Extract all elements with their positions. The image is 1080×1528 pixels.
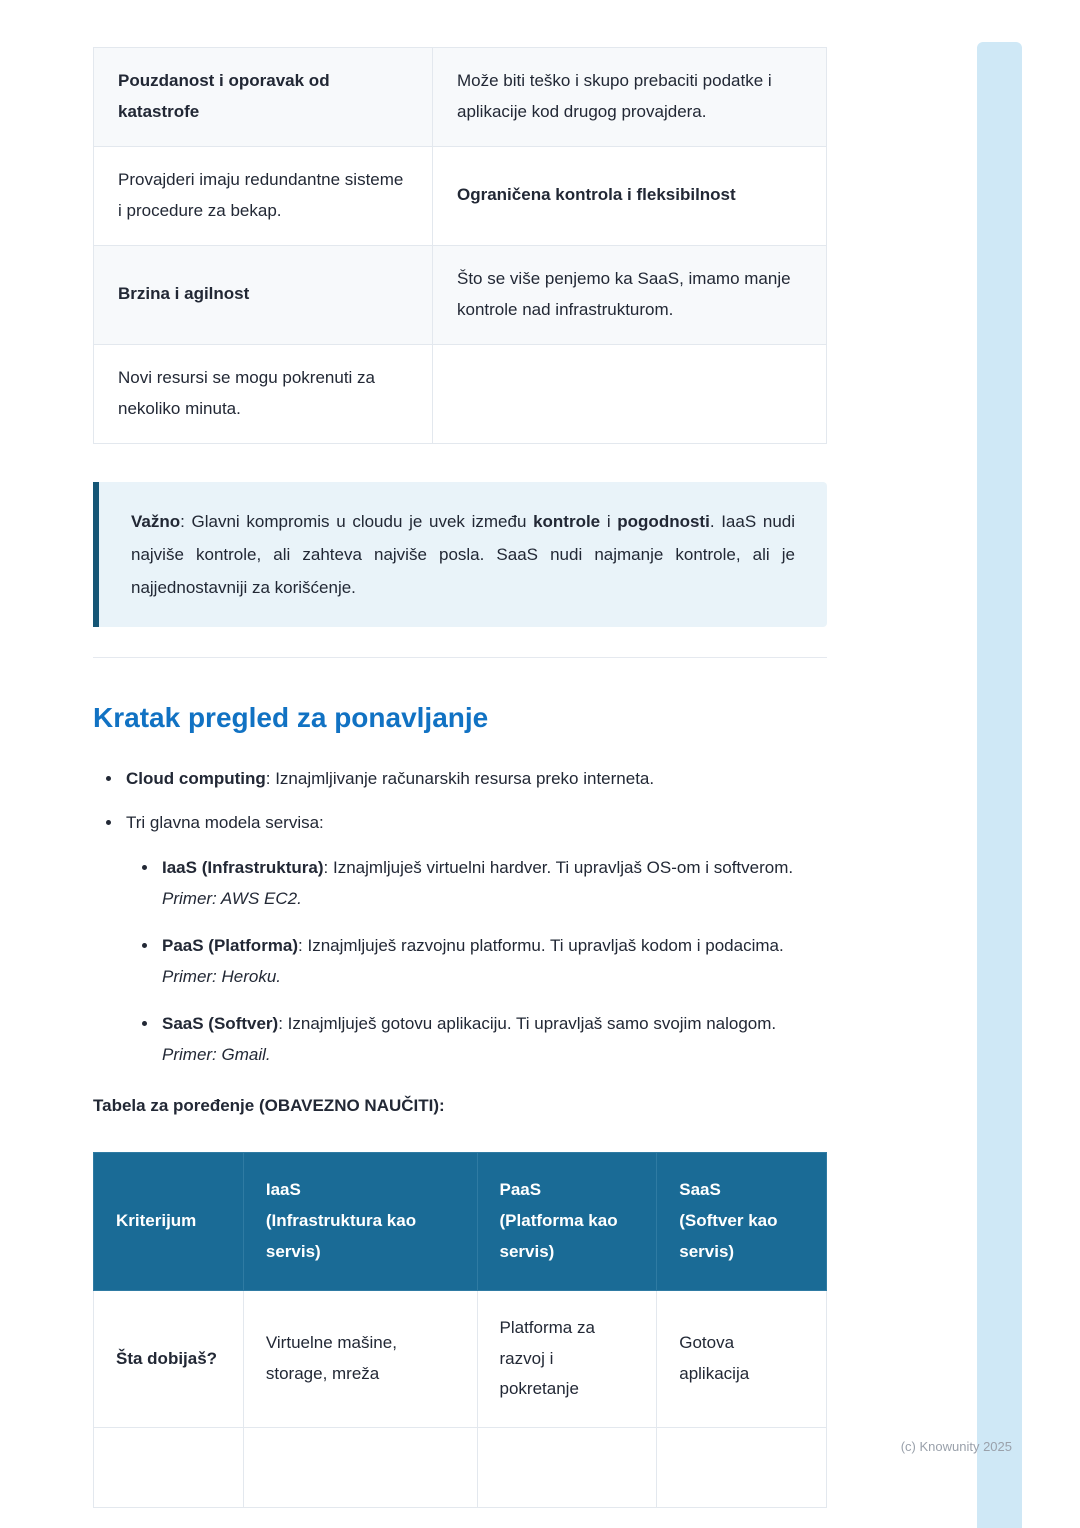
list-item-text: IaaS (Infrastruktura): Iznajmljuješ virtuelni hardver. Ti upravljaš OS-om i softverom. Primer: AWS EC2. <box>162 858 794 909</box>
section-heading: Kratak pregled za ponavljanje <box>93 701 489 733</box>
comparison-header-row <box>94 1152 827 1290</box>
table-cell: Novi resursi se mogu pokrenuti za nekoliko minuta. <box>94 344 433 443</box>
comparison-table <box>93 1152 827 1509</box>
table-cell: Gotova aplikacija <box>657 1290 827 1428</box>
table-row <box>94 344 827 443</box>
list-item <box>123 808 827 1071</box>
comparison-header-cell: PaaS (Platforma kao servis) <box>477 1152 657 1290</box>
list-item <box>123 764 827 795</box>
list-item <box>159 1009 827 1071</box>
callout-text: Važno: Glavni kompromis u cloudu je uvek između kontrole i pogodnosti. IaaS nudi najviše kontrole, ali zahteva najviše posla. SaaS nudi najmanje kontrole, ali je najjednostavniji za korišćenje. <box>131 511 796 597</box>
comparison-table-label: Tabela za poređenje (OBAVEZNO NAUČITI): <box>93 1095 445 1115</box>
footer-credit: (c) Knowunity 2025 <box>900 1439 1012 1454</box>
summary-list <box>93 764 827 1071</box>
list-item <box>159 853 827 915</box>
side-scroll-strip <box>977 42 1022 1528</box>
table-row <box>94 245 827 344</box>
table-row <box>94 146 827 245</box>
table-cell <box>477 1428 657 1508</box>
table-cell <box>94 1428 244 1508</box>
list-item-text: SaaS (Softver): Iznajmljuješ gotovu aplikaciju. Ti upravljaš samo svojim nalogom. Primer: Gmail. <box>162 1013 777 1064</box>
table-cell: Može biti teško i skupo prebaciti podatke i aplikacije kod drugog provajdera. <box>433 48 827 147</box>
table-cell: Provajderi imaju redundantne sisteme i procedure za bekap. <box>94 146 433 245</box>
list-item-text: PaaS (Platforma): Iznajmljuješ razvojnu platformu. Ti upravljaš kodom i podacima. Primer: Heroku. <box>162 936 784 986</box>
important-callout <box>93 482 827 627</box>
table-row <box>94 48 827 147</box>
table-cell: Ograničena kontrola i fleksibilnost <box>433 146 827 245</box>
table-cell: Šta dobijaš? <box>94 1290 244 1428</box>
comparison-header-cell: Kriterijum <box>94 1152 244 1290</box>
table-cell <box>657 1428 827 1508</box>
document-content <box>93 0 827 1508</box>
table-cell: Pouzdanost i oporavak od katastrofe <box>94 48 433 147</box>
table-cell: Platforma za razvoj i pokretanje <box>477 1290 657 1428</box>
table-cell: Što se više penjemo ka SaaS, imamo manje kontrole nad infrastrukturom. <box>433 245 827 344</box>
table-cell <box>243 1428 477 1508</box>
list-item-text: Cloud computing: Iznajmljivanje računarskih resursa preko interneta. <box>126 769 655 789</box>
sub-list <box>126 853 827 1071</box>
comparison-header-cell: SaaS (Softver kao servis) <box>657 1152 827 1290</box>
table-cell: Virtuelne mašine, storage, mreža <box>243 1290 477 1428</box>
list-item-text: Tri glavna modela servisa: <box>126 813 324 833</box>
table-cell <box>433 344 827 443</box>
table-cell: Brzina i agilnost <box>94 245 433 344</box>
comparison-header-cell: IaaS (Infrastruktura kao servis) <box>243 1152 477 1290</box>
comparison-row <box>94 1428 827 1508</box>
comparison-row <box>94 1290 827 1428</box>
divider <box>93 657 827 658</box>
list-item <box>159 931 827 993</box>
pros-cons-table <box>93 47 827 444</box>
